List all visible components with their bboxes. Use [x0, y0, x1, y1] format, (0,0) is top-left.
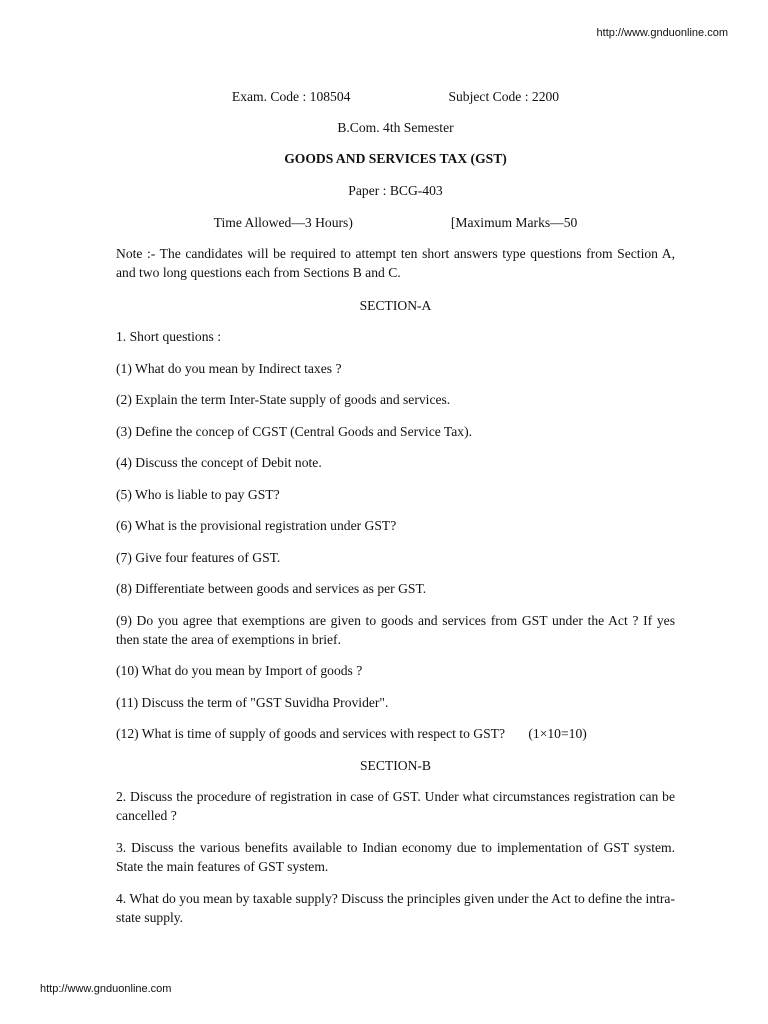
question-item: (6) What is the provisional registration under GST?	[116, 518, 397, 533]
section-a-marks: (1×10=10)	[528, 726, 587, 741]
time-marks-row	[116, 213, 675, 232]
question-item: (2) Explain the term Inter-State supply of goods and services.	[116, 392, 451, 407]
question-item: (11) Discuss the term of "GST Suvidha Provider".	[116, 695, 389, 710]
question-item: 3. Discuss the various benefits available to Indian economy due to implementation of GST system. State the main features of GST system.	[116, 840, 675, 874]
paper-code: Paper : BCG-403	[348, 183, 443, 198]
section-b-heading: SECTION-B	[360, 758, 431, 773]
code-row	[116, 87, 675, 106]
site-url-bottom[interactable]: http://www.gnduonline.com	[40, 983, 172, 995]
question-item: (5) Who is liable to pay GST?	[116, 487, 280, 502]
question-item: (12) What is time of supply of goods and services with respect to GST?	[116, 726, 505, 741]
question-item: (1) What do you mean by Indirect taxes ?	[116, 361, 342, 376]
question-item: (8) Differentiate between goods and services as per GST.	[116, 581, 427, 596]
site-url-top[interactable]: http://www.gnduonline.com	[596, 27, 728, 39]
time-allowed: Time Allowed—3 Hours)	[213, 215, 353, 230]
maximum-marks: [Maximum Marks—50	[450, 215, 578, 230]
question-item: (4) Discuss the concept of Debit note.	[116, 455, 322, 470]
question-item: 4. What do you mean by taxable supply? Discuss the principles given under the Act to define the intra-state supply.	[116, 891, 675, 925]
question-item: (7) Give four features of GST.	[116, 550, 281, 565]
question-item: (9) Do you agree that exemptions are given to goods and services from GST under the Act ? If yes then state the area of exemptions in brief.	[116, 613, 675, 647]
question-item: 2. Discuss the procedure of registration in case of GST. Under what circumstances registration can be cancelled ?	[116, 789, 675, 823]
subject-code: Subject Code : 2200	[448, 89, 560, 104]
last-short-question-row	[116, 724, 675, 743]
exam-code: Exam. Code : 108504	[231, 89, 351, 104]
course-name: B.Com. 4th Semester	[337, 120, 454, 135]
paper-title: GOODS AND SERVICES TAX (GST)	[284, 151, 507, 166]
instructions-note: Note :- The candidates will be required to attempt ten short answers type questions from Section A, and two long questions each from Sections B and C.	[116, 246, 675, 280]
question-item: (3) Define the concep of CGST (Central Goods and Service Tax).	[116, 424, 473, 439]
short-questions-intro: 1. Short questions :	[116, 329, 221, 344]
section-a-heading: SECTION-A	[359, 298, 432, 313]
question-item: (10) What do you mean by Import of goods ?	[116, 663, 363, 678]
